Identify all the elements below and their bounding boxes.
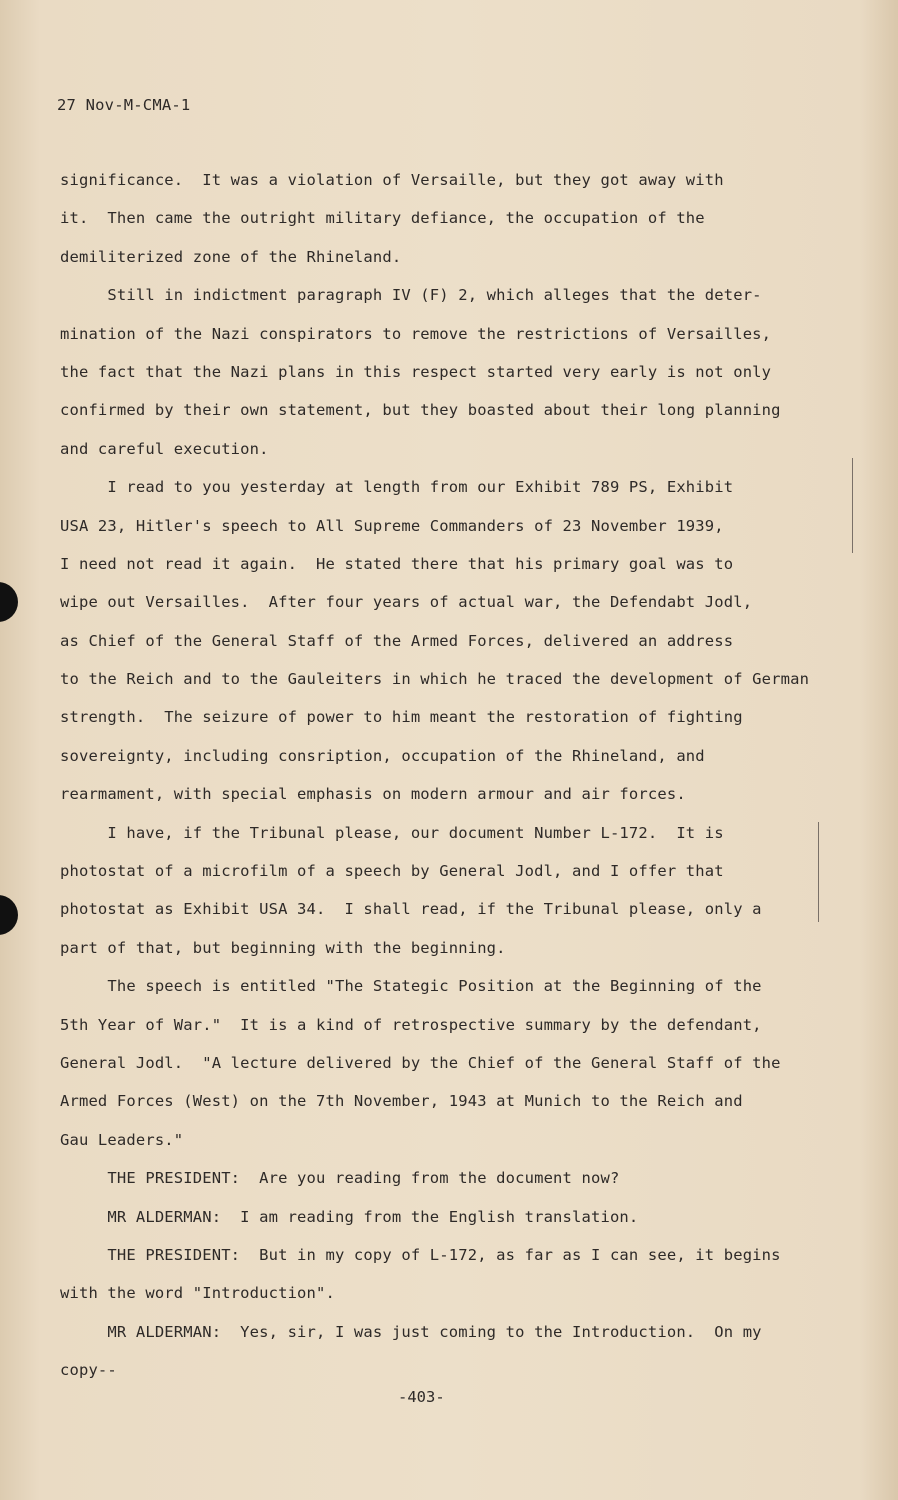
margin-mark-upper (852, 458, 853, 553)
punch-hole-upper (0, 582, 18, 622)
text-line: wipe out Versailles. After four years of actual war, the Defendabt Jodl, (60, 593, 753, 612)
text-line: part of that, but beginning with the beginning. (60, 938, 506, 957)
text-line: sovereignty, including consription, occupation of the Rhineland, and (60, 746, 705, 765)
text-line: Armed Forces (West) on the 7th November, 1943 at Munich to the Reich and (60, 1092, 743, 1111)
text-line: The speech is entitled "The Stategic Position at the Beginning of the (60, 977, 762, 996)
text-line: 5th Year of War." It is a kind of retrospective summary by the defendant, (60, 1015, 762, 1034)
text-line: demiliterized zone of the Rhineland. (60, 247, 402, 266)
text-line: the fact that the Nazi plans in this respect started very early is not only (60, 362, 772, 381)
text-line: THE PRESIDENT: Are you reading from the document now? (60, 1169, 620, 1188)
text-line: MR ALDERMAN: Yes, sir, I was just coming to the Introduction. On my (60, 1322, 762, 1341)
text-line: significance. It was a violation of Versaille, but they got away with (60, 171, 724, 189)
text-line: I need not read it again. He stated there that his primary goal was to (60, 554, 734, 573)
text-line: USA 23, Hitler's speech to All Supreme Commanders of 23 November 1939, (60, 516, 724, 535)
text-line: General Jodl. "A lecture delivered by the Chief of the General Staff of the (60, 1053, 781, 1072)
text-line: with the word "Introduction". (60, 1284, 335, 1303)
text-line: rearmament, with special emphasis on modern armour and air forces. (60, 785, 686, 804)
punch-hole-lower (0, 895, 18, 935)
text-line: confirmed by their own statement, but they boasted about their long planning (60, 401, 781, 420)
text-line: to the Reich and to the Gauleiters in which he traced the development of German (60, 670, 810, 689)
text-line: photostat of a microfilm of a speech by General Jodl, and I offer that (60, 862, 724, 881)
text-line: it. Then came the outright military defiance, the occupation of the (60, 209, 705, 228)
text-line: THE PRESIDENT: But in my copy of L-172, as far as I can see, it begins (60, 1245, 781, 1264)
text-line: strength. The seizure of power to him meant the restoration of fighting (60, 708, 743, 727)
text-line: mination of the Nazi conspirators to remove the restrictions of Versailles, (60, 324, 772, 343)
body-text (60, 166, 835, 1395)
text-line: I have, if the Tribunal please, our document Number L-172. It is (60, 823, 724, 842)
text-line: MR ALDERMAN: I am reading from the English translation. (60, 1207, 639, 1226)
text-line: Still in indictment paragraph IV (F) 2, which alleges that the deter- (60, 286, 762, 305)
text-line: as Chief of the General Staff of the Armed Forces, delivered an address (60, 631, 734, 650)
text-line: Gau Leaders." (60, 1130, 184, 1149)
text-line: copy-- (60, 1361, 117, 1380)
text-line: I read to you yesterday at length from our Exhibit 789 PS, Exhibit (60, 478, 734, 497)
text-line: and careful execution. (60, 439, 269, 458)
text-line: photostat as Exhibit USA 34. I shall read, if the Tribunal please, only a (60, 900, 762, 919)
page-header: 27 Nov-M-CMA-1 (57, 96, 191, 114)
page-number: -403- (398, 1388, 445, 1406)
